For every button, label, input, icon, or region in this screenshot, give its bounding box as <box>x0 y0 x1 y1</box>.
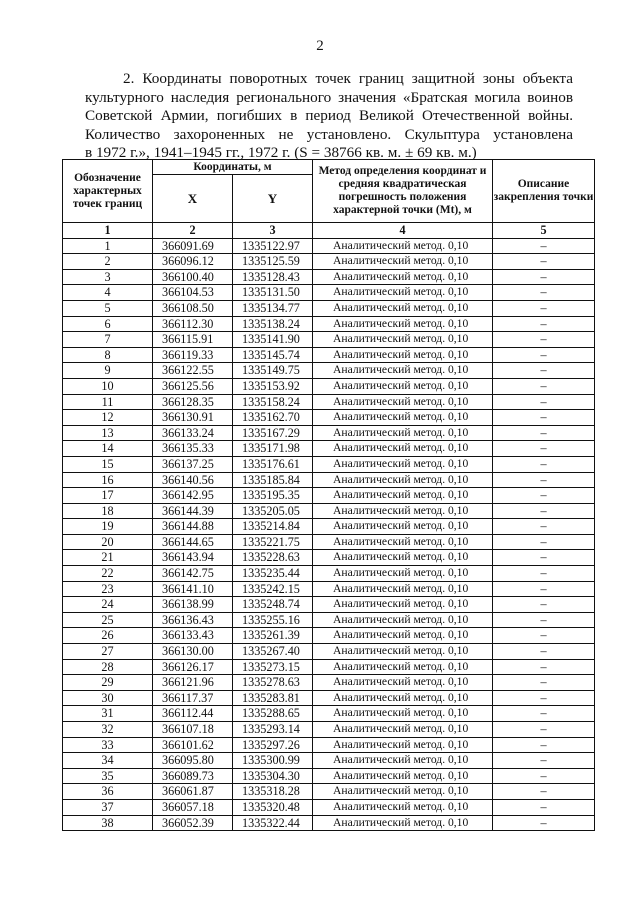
y-cell: 1335248.74 <box>233 597 313 613</box>
point-cell: 6 <box>63 316 153 332</box>
description-cell: – <box>493 581 595 597</box>
point-cell: 17 <box>63 488 153 504</box>
table-row <box>63 722 595 738</box>
method-cell: Аналитический метод. 0,10 <box>313 753 493 769</box>
description-cell: – <box>493 394 595 410</box>
description-cell: – <box>493 659 595 675</box>
method-cell: Аналитический метод. 0,10 <box>313 269 493 285</box>
header-y: Y <box>233 175 313 223</box>
table-row <box>63 784 595 800</box>
y-cell: 1335145.74 <box>233 347 313 363</box>
description-cell: – <box>493 269 595 285</box>
x-cell: 366096.12 <box>153 254 233 270</box>
description-cell: – <box>493 472 595 488</box>
method-cell: Аналитический метод. 0,10 <box>313 628 493 644</box>
description-cell: – <box>493 612 595 628</box>
method-cell: Аналитический метод. 0,10 <box>313 581 493 597</box>
description-cell: – <box>493 706 595 722</box>
description-cell: – <box>493 456 595 472</box>
table-row <box>63 612 595 628</box>
x-cell: 366141.10 <box>153 581 233 597</box>
point-cell: 19 <box>63 519 153 535</box>
x-cell: 366104.53 <box>153 285 233 301</box>
x-cell: 366136.43 <box>153 612 233 628</box>
header-point: Обозначение характерных точек границ <box>63 160 153 223</box>
point-cell: 20 <box>63 534 153 550</box>
y-cell: 1335141.90 <box>233 332 313 348</box>
point-cell: 2 <box>63 254 153 270</box>
method-cell: Аналитический метод. 0,10 <box>313 378 493 394</box>
y-cell: 1335283.81 <box>233 690 313 706</box>
y-cell: 1335255.16 <box>233 612 313 628</box>
x-cell: 366144.39 <box>153 503 233 519</box>
header-coords: Координаты, м <box>153 160 313 175</box>
method-cell: Аналитический метод. 0,10 <box>313 659 493 675</box>
table-row <box>63 472 595 488</box>
description-cell: – <box>493 519 595 535</box>
table-row <box>63 768 595 784</box>
point-cell: 13 <box>63 425 153 441</box>
table-row <box>63 737 595 753</box>
x-cell: 366117.37 <box>153 690 233 706</box>
point-cell: 25 <box>63 612 153 628</box>
paragraph-line: культурного наследия регионального значения «Братская могила воинов <box>85 88 573 106</box>
table-row <box>63 815 595 831</box>
y-cell: 1335205.05 <box>233 503 313 519</box>
paragraph-line: в 1972 г.», 1941–1945 гг., 1972 г. (S = 38766 кв. м. ± 69 кв. м.) <box>85 144 477 162</box>
y-cell: 1335261.39 <box>233 628 313 644</box>
y-cell: 1335293.14 <box>233 722 313 738</box>
method-cell: Аналитический метод. 0,10 <box>313 784 493 800</box>
point-cell: 1 <box>63 238 153 254</box>
method-cell: Аналитический метод. 0,10 <box>313 644 493 660</box>
method-cell: Аналитический метод. 0,10 <box>313 737 493 753</box>
header-description: Описание закрепления точки <box>493 160 595 223</box>
description-cell: – <box>493 238 595 254</box>
description-cell: – <box>493 722 595 738</box>
y-cell: 1335176.61 <box>233 456 313 472</box>
table-row <box>63 644 595 660</box>
table-row <box>63 799 595 815</box>
table-row <box>63 410 595 426</box>
method-cell: Аналитический метод. 0,10 <box>313 690 493 706</box>
method-cell: Аналитический метод. 0,10 <box>313 566 493 582</box>
x-cell: 366101.62 <box>153 737 233 753</box>
x-cell: 366119.33 <box>153 347 233 363</box>
method-cell: Аналитический метод. 0,10 <box>313 456 493 472</box>
header-method: Метод определения координат и средняя квадратическая погрешность положения характерной точки (Mt), м <box>313 160 493 223</box>
y-cell: 1335125.59 <box>233 254 313 270</box>
point-cell: 36 <box>63 784 153 800</box>
description-cell: – <box>493 378 595 394</box>
table-row <box>63 363 595 379</box>
method-cell: Аналитический метод. 0,10 <box>313 706 493 722</box>
table-row <box>63 285 595 301</box>
point-cell: 23 <box>63 581 153 597</box>
method-cell: Аналитический метод. 0,10 <box>313 472 493 488</box>
description-cell: – <box>493 597 595 613</box>
x-cell: 366121.96 <box>153 675 233 691</box>
table-row <box>63 706 595 722</box>
point-cell: 12 <box>63 410 153 426</box>
table-row <box>63 425 595 441</box>
method-cell: Аналитический метод. 0,10 <box>313 597 493 613</box>
y-cell: 1335131.50 <box>233 285 313 301</box>
table-row <box>63 488 595 504</box>
y-cell: 1335304.30 <box>233 768 313 784</box>
method-cell: Аналитический метод. 0,10 <box>313 815 493 831</box>
description-cell: – <box>493 410 595 426</box>
point-cell: 27 <box>63 644 153 660</box>
point-cell: 4 <box>63 285 153 301</box>
point-cell: 38 <box>63 815 153 831</box>
y-cell: 1335122.97 <box>233 238 313 254</box>
y-cell: 1335320.48 <box>233 799 313 815</box>
method-cell: Аналитический метод. 0,10 <box>313 722 493 738</box>
description-cell: – <box>493 799 595 815</box>
point-cell: 21 <box>63 550 153 566</box>
y-cell: 1335235.44 <box>233 566 313 582</box>
point-cell: 32 <box>63 722 153 738</box>
x-cell: 366112.44 <box>153 706 233 722</box>
description-cell: – <box>493 753 595 769</box>
point-cell: 8 <box>63 347 153 363</box>
x-cell: 366108.50 <box>153 300 233 316</box>
y-cell: 1335242.15 <box>233 581 313 597</box>
table-row <box>63 378 595 394</box>
x-cell: 366052.39 <box>153 815 233 831</box>
x-cell: 366133.24 <box>153 425 233 441</box>
x-cell: 366144.65 <box>153 534 233 550</box>
description-cell: – <box>493 363 595 379</box>
table-row <box>63 690 595 706</box>
table-row <box>63 519 595 535</box>
description-cell: – <box>493 347 595 363</box>
point-cell: 29 <box>63 675 153 691</box>
point-cell: 15 <box>63 456 153 472</box>
point-cell: 33 <box>63 737 153 753</box>
description-cell: – <box>493 628 595 644</box>
paragraph-line: Советской Армии, погибших в период Великой Отечественной войны. <box>85 107 573 125</box>
description-cell: – <box>493 815 595 831</box>
y-cell: 1335267.40 <box>233 644 313 660</box>
column-number: 3 <box>233 223 313 239</box>
y-cell: 1335153.92 <box>233 378 313 394</box>
column-number: 1 <box>63 223 153 239</box>
y-cell: 1335138.24 <box>233 316 313 332</box>
page-number: 2 <box>316 38 324 54</box>
table-row <box>63 566 595 582</box>
table-row <box>63 503 595 519</box>
x-cell: 366107.18 <box>153 722 233 738</box>
table-row <box>63 534 595 550</box>
y-cell: 1335214.84 <box>233 519 313 535</box>
x-cell: 366115.91 <box>153 332 233 348</box>
method-cell: Аналитический метод. 0,10 <box>313 425 493 441</box>
y-cell: 1335273.15 <box>233 659 313 675</box>
method-cell: Аналитический метод. 0,10 <box>313 238 493 254</box>
method-cell: Аналитический метод. 0,10 <box>313 675 493 691</box>
description-cell: – <box>493 300 595 316</box>
x-cell: 366122.55 <box>153 363 233 379</box>
table-row <box>63 597 595 613</box>
y-cell: 1335185.84 <box>233 472 313 488</box>
x-cell: 366142.95 <box>153 488 233 504</box>
y-cell: 1335228.63 <box>233 550 313 566</box>
method-cell: Аналитический метод. 0,10 <box>313 768 493 784</box>
point-cell: 5 <box>63 300 153 316</box>
description-cell: – <box>493 332 595 348</box>
description-cell: – <box>493 285 595 301</box>
x-cell: 366128.35 <box>153 394 233 410</box>
column-number: 5 <box>493 223 595 239</box>
y-cell: 1335288.65 <box>233 706 313 722</box>
column-number: 4 <box>313 223 493 239</box>
description-cell: – <box>493 503 595 519</box>
method-cell: Аналитический метод. 0,10 <box>313 332 493 348</box>
x-cell: 366133.43 <box>153 628 233 644</box>
method-cell: Аналитический метод. 0,10 <box>313 316 493 332</box>
point-cell: 11 <box>63 394 153 410</box>
y-cell: 1335162.70 <box>233 410 313 426</box>
point-cell: 37 <box>63 799 153 815</box>
y-cell: 1335195.35 <box>233 488 313 504</box>
y-cell: 1335171.98 <box>233 441 313 457</box>
point-cell: 34 <box>63 753 153 769</box>
description-cell: – <box>493 488 595 504</box>
method-cell: Аналитический метод. 0,10 <box>313 441 493 457</box>
point-cell: 16 <box>63 472 153 488</box>
description-cell: – <box>493 566 595 582</box>
point-cell: 28 <box>63 659 153 675</box>
point-cell: 35 <box>63 768 153 784</box>
description-cell: – <box>493 768 595 784</box>
method-cell: Аналитический метод. 0,10 <box>313 534 493 550</box>
x-cell: 366130.00 <box>153 644 233 660</box>
x-cell: 366057.18 <box>153 799 233 815</box>
table-row <box>63 254 595 270</box>
table-row <box>63 675 595 691</box>
x-cell: 366130.91 <box>153 410 233 426</box>
y-cell: 1335167.29 <box>233 425 313 441</box>
column-number-row <box>63 223 595 239</box>
y-cell: 1335128.43 <box>233 269 313 285</box>
y-cell: 1335134.77 <box>233 300 313 316</box>
table-row <box>63 269 595 285</box>
x-cell: 366125.56 <box>153 378 233 394</box>
paragraph-line: 2. Координаты поворотных точек границ защитной зоны объекта <box>123 70 573 87</box>
table-row <box>63 456 595 472</box>
description-cell: – <box>493 784 595 800</box>
paragraph-line: Количество захороненных не установлено. Скульптура установлена <box>85 125 573 143</box>
y-cell: 1335149.75 <box>233 363 313 379</box>
table-row <box>63 441 595 457</box>
point-cell: 24 <box>63 597 153 613</box>
table-row <box>63 300 595 316</box>
x-cell: 366091.69 <box>153 238 233 254</box>
description-cell: – <box>493 690 595 706</box>
header-x: X <box>153 175 233 223</box>
method-cell: Аналитический метод. 0,10 <box>313 410 493 426</box>
y-cell: 1335158.24 <box>233 394 313 410</box>
y-cell: 1335221.75 <box>233 534 313 550</box>
table-row <box>63 394 595 410</box>
table-row <box>63 628 595 644</box>
table-row <box>63 238 595 254</box>
point-cell: 7 <box>63 332 153 348</box>
point-cell: 26 <box>63 628 153 644</box>
x-cell: 366138.99 <box>153 597 233 613</box>
table-body <box>63 223 595 831</box>
x-cell: 366100.40 <box>153 269 233 285</box>
column-number: 2 <box>153 223 233 239</box>
y-cell: 1335278.63 <box>233 675 313 691</box>
method-cell: Аналитический метод. 0,10 <box>313 550 493 566</box>
method-cell: Аналитический метод. 0,10 <box>313 300 493 316</box>
point-cell: 10 <box>63 378 153 394</box>
x-cell: 366143.94 <box>153 550 233 566</box>
table-row <box>63 581 595 597</box>
table-row <box>63 659 595 675</box>
method-cell: Аналитический метод. 0,10 <box>313 394 493 410</box>
description-cell: – <box>493 534 595 550</box>
point-cell: 18 <box>63 503 153 519</box>
x-cell: 366140.56 <box>153 472 233 488</box>
x-cell: 366137.25 <box>153 456 233 472</box>
table-row <box>63 753 595 769</box>
coordinates-table <box>62 159 595 831</box>
table-row <box>63 316 595 332</box>
description-cell: – <box>493 644 595 660</box>
description-cell: – <box>493 550 595 566</box>
x-cell: 366089.73 <box>153 768 233 784</box>
point-cell: 30 <box>63 690 153 706</box>
description-cell: – <box>493 441 595 457</box>
point-cell: 3 <box>63 269 153 285</box>
y-cell: 1335322.44 <box>233 815 313 831</box>
method-cell: Аналитический метод. 0,10 <box>313 503 493 519</box>
x-cell: 366126.17 <box>153 659 233 675</box>
x-cell: 366135.33 <box>153 441 233 457</box>
table-row <box>63 332 595 348</box>
description-cell: – <box>493 737 595 753</box>
description-cell: – <box>493 316 595 332</box>
method-cell: Аналитический метод. 0,10 <box>313 612 493 628</box>
method-cell: Аналитический метод. 0,10 <box>313 347 493 363</box>
x-cell: 366061.87 <box>153 784 233 800</box>
method-cell: Аналитический метод. 0,10 <box>313 519 493 535</box>
description-cell: – <box>493 254 595 270</box>
x-cell: 366144.88 <box>153 519 233 535</box>
y-cell: 1335300.99 <box>233 753 313 769</box>
x-cell: 366142.75 <box>153 566 233 582</box>
description-cell: – <box>493 675 595 691</box>
method-cell: Аналитический метод. 0,10 <box>313 254 493 270</box>
point-cell: 9 <box>63 363 153 379</box>
x-cell: 366112.30 <box>153 316 233 332</box>
method-cell: Аналитический метод. 0,10 <box>313 285 493 301</box>
method-cell: Аналитический метод. 0,10 <box>313 363 493 379</box>
point-cell: 22 <box>63 566 153 582</box>
point-cell: 31 <box>63 706 153 722</box>
method-cell: Аналитический метод. 0,10 <box>313 488 493 504</box>
intro-paragraph <box>85 70 573 163</box>
description-cell: – <box>493 425 595 441</box>
table-row <box>63 550 595 566</box>
x-cell: 366095.80 <box>153 753 233 769</box>
point-cell: 14 <box>63 441 153 457</box>
table-row <box>63 347 595 363</box>
y-cell: 1335297.26 <box>233 737 313 753</box>
y-cell: 1335318.28 <box>233 784 313 800</box>
method-cell: Аналитический метод. 0,10 <box>313 799 493 815</box>
